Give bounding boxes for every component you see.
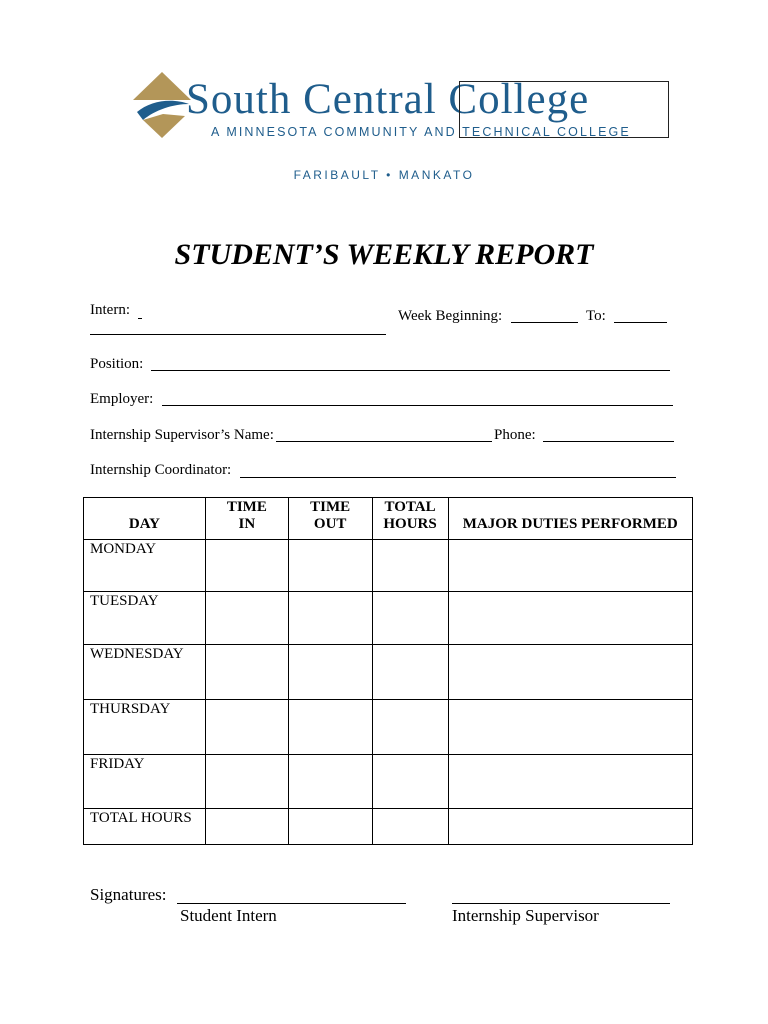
student-intern-caption: Student Intern [180,906,277,925]
employer-field[interactable] [162,405,673,406]
header-time-in: TIME IN [205,498,288,540]
total-hours-cell[interactable] [372,700,448,755]
time-out-cell[interactable] [288,645,372,700]
internship-supervisor-caption: Internship Supervisor [452,906,599,925]
college-logo-mark-icon [133,72,191,138]
college-cities: FARIBAULT • MANKATO [293,168,475,182]
duties-cell[interactable] [448,540,692,592]
phone-label: Phone: [494,427,536,443]
header-time-out: TIME OUT [288,498,372,540]
student-signature-line[interactable] [177,903,406,904]
time-out-cell[interactable] [288,700,372,755]
total-hours-cell[interactable] [372,540,448,592]
supervisor-name-label: Internship Supervisor’s Name: [90,427,274,443]
header-day: DAY [84,498,206,540]
coordinator-label: Internship Coordinator: [90,462,232,478]
time-in-cell[interactable] [205,755,288,809]
phone-field[interactable] [543,441,674,442]
time-in-cell[interactable] [205,809,288,845]
total-hours-cell[interactable] [372,755,448,809]
duties-cell[interactable] [448,755,692,809]
table-row [84,700,693,755]
header-total-hours: TOTAL HOURS [372,498,448,540]
intern-field[interactable] [90,334,386,335]
week-beginning-field[interactable] [511,322,578,323]
duties-cell[interactable] [448,592,692,645]
to-label: To: [586,308,606,324]
table-header-row [84,498,693,540]
table-row [84,540,693,592]
time-out-cell[interactable] [288,809,372,845]
time-out-cell[interactable] [288,755,372,809]
coordinator-field[interactable] [240,477,676,478]
weekly-report-table [83,497,693,845]
employer-label: Employer: [90,391,154,407]
supervisor-name-field[interactable] [276,441,492,442]
row-label-friday: FRIDAY [84,755,206,809]
total-hours-cell[interactable] [372,592,448,645]
row-label-monday: MONDAY [84,540,206,592]
time-in-cell[interactable] [205,700,288,755]
row-label-total-hours: TOTAL HOURS [84,809,206,845]
header-major-duties: MAJOR DUTIES PERFORMED [448,498,692,540]
table-row [84,645,693,700]
week-end-field[interactable] [614,322,667,323]
time-in-cell[interactable] [205,592,288,645]
total-hours-cell[interactable] [372,809,448,845]
total-hours-cell[interactable] [372,645,448,700]
page-title: STUDENT’S WEEKLY REPORT [174,238,594,271]
table-row [84,809,693,845]
college-name: South Central College [186,76,590,123]
position-field[interactable] [151,370,670,371]
duties-cell[interactable] [448,700,692,755]
supervisor-signature-line[interactable] [452,903,670,904]
college-subtitle: A MINNESOTA COMMUNITY AND TECHNICAL COLLEGE [211,125,631,139]
time-in-cell[interactable] [205,645,288,700]
position-label: Position: [90,356,144,372]
signatures-label: Signatures: [90,885,167,904]
intern-label: Intern: [90,302,130,318]
table-row [84,755,693,809]
row-label-wednesday: WEDNESDAY [84,645,206,700]
week-beginning-label: Week Beginning: [398,308,503,324]
row-label-tuesday: TUESDAY [84,592,206,645]
intern-field-stub [138,318,142,319]
time-out-cell[interactable] [288,592,372,645]
row-label-thursday: THURSDAY [84,700,206,755]
duties-cell[interactable] [448,809,692,845]
table-row [84,592,693,645]
time-in-cell[interactable] [205,540,288,592]
duties-cell[interactable] [448,645,692,700]
time-out-cell[interactable] [288,540,372,592]
